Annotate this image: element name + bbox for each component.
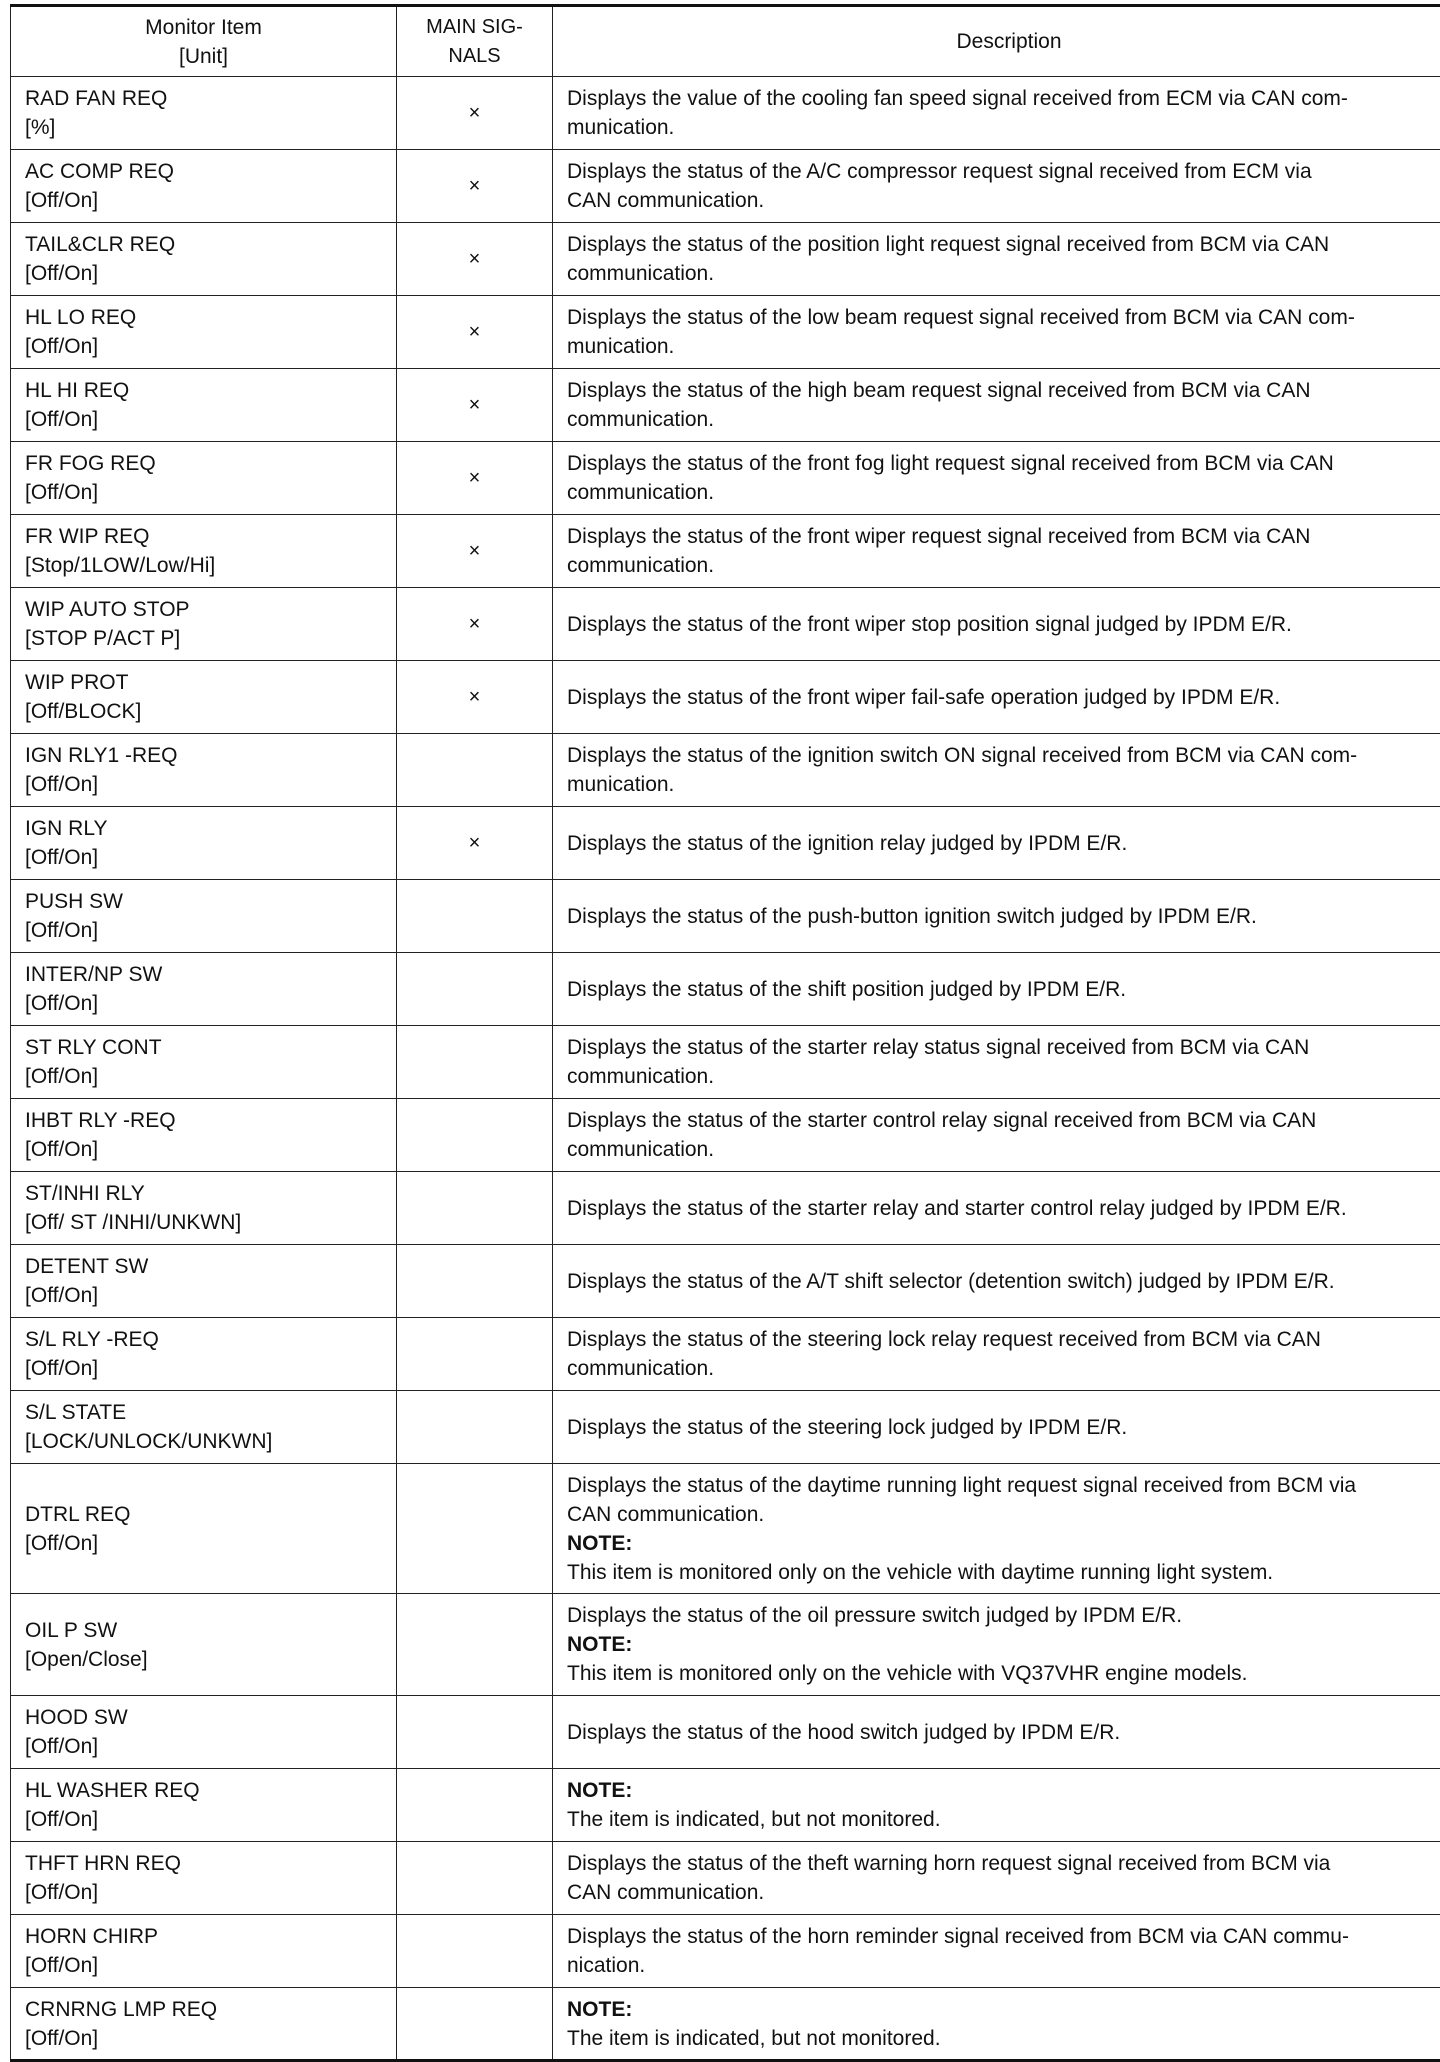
monitor-item-name: HL HI REQ [25,376,382,405]
description-cell [553,296,1440,369]
main-signal-cell [397,953,553,1026]
monitor-item-name: OIL P SW [25,1616,382,1645]
main-signal-cell [397,1391,553,1464]
note-label: NOTE: [567,1529,1440,1558]
monitor-item-cell [11,1026,397,1099]
monitor-item-cell [11,953,397,1026]
description-line: CAN communication. [567,1878,1440,1907]
description-cell [553,77,1440,150]
table-row [11,1391,1440,1464]
monitor-item-name: RAD FAN REQ [25,84,382,113]
monitor-item-unit: [Off/On] [25,1732,382,1761]
monitor-item-name: HL LO REQ [25,303,382,332]
description-cell [553,1026,1440,1099]
monitor-item-unit: [Off/On] [25,1805,382,1834]
monitor-item-unit: [Off/On] [25,1135,382,1164]
main-signal-cell [397,1245,553,1318]
monitor-item-name: HL WASHER REQ [25,1776,382,1805]
description-line: communication. [567,1354,1440,1383]
monitor-item-name: IGN RLY [25,814,382,843]
main-signal-cell [397,369,553,442]
monitor-item-cell [11,515,397,588]
monitor-item-cell [11,807,397,880]
description-line: Displays the status of the starter control relay signal received from BCM via CAN [567,1106,1440,1135]
main-signal-mark: × [469,467,481,489]
monitor-item-unit: [Off/On] [25,332,382,361]
description-line: nication. [567,1951,1440,1980]
description-line: communication. [567,478,1440,507]
description-line: Displays the status of the front wiper stop position signal judged by IPDM E/R. [567,610,1440,639]
monitor-item-unit: [Stop/1LOW/Low/Hi] [25,551,382,580]
table-row [11,953,1440,1026]
monitor-item-unit: [Off/On] [25,916,382,945]
monitor-item-name: HORN CHIRP [25,1922,382,1951]
description-line: Displays the status of the position light request signal received from BCM via CAN [567,230,1440,259]
description-cell [553,150,1440,223]
table-row [11,223,1440,296]
monitor-item-name: PUSH SW [25,887,382,916]
main-signal-cell [397,223,553,296]
description-cell [553,1099,1440,1172]
description-line: communication. [567,405,1440,434]
monitor-item-cell [11,1245,397,1318]
table-row [11,1245,1440,1318]
monitor-item-cell [11,734,397,807]
description-cell [553,223,1440,296]
main-signal-mark: × [469,613,481,635]
table-row [11,1769,1440,1842]
description-cell [553,1915,1440,1988]
monitor-item-name: WIP PROT [25,668,382,697]
description-line: communication. [567,1062,1440,1091]
description-cell [553,1988,1440,2061]
description-line: Displays the status of the theft warning horn request signal received from BCM via [567,1849,1440,1878]
main-signal-cell [397,442,553,515]
description-cell [553,369,1440,442]
main-signal-cell [397,1915,553,1988]
monitor-item-cell [11,1915,397,1988]
monitor-item-unit: [Off/On] [25,989,382,1018]
main-signal-cell [397,807,553,880]
description-line: communication. [567,259,1440,288]
main-signal-mark: × [469,686,481,708]
table-row [11,661,1440,734]
main-signal-cell [397,296,553,369]
monitor-item-name: HOOD SW [25,1703,382,1732]
main-signal-cell [397,1842,553,1915]
main-signal-cell [397,515,553,588]
description-line: munication. [567,332,1440,361]
monitor-items-table [10,4,1440,2062]
note-label: NOTE: [567,1776,1440,1805]
main-signal-cell [397,1026,553,1099]
monitor-item-unit: [Off/On] [25,1878,382,1907]
monitor-item-name: CRNRNG LMP REQ [25,1995,382,2024]
monitor-item-unit: [STOP P/ACT P] [25,624,382,653]
main-signal-cell [397,1769,553,1842]
monitor-item-cell [11,1318,397,1391]
description-cell [553,1769,1440,1842]
description-line: Displays the status of the high beam request signal received from BCM via CAN [567,376,1440,405]
main-signal-cell [397,661,553,734]
monitor-item-unit: [Off/On] [25,405,382,434]
note-text: This item is monitored only on the vehicle with VQ37VHR engine models. [567,1659,1440,1688]
table-row [11,1099,1440,1172]
description-cell [553,1594,1440,1696]
table-row [11,1594,1440,1696]
main-signal-cell [397,588,553,661]
main-signal-cell [397,1988,553,2061]
monitor-item-name: DETENT SW [25,1252,382,1281]
monitor-item-name: AC COMP REQ [25,157,382,186]
description-cell [553,1245,1440,1318]
table-row [11,77,1440,150]
header-description: Description [553,6,1440,77]
description-cell [553,1318,1440,1391]
table-row [11,1988,1440,2061]
description-line: CAN communication. [567,1500,1440,1529]
main-signal-mark: × [469,832,481,854]
monitor-item-name: ST RLY CONT [25,1033,382,1062]
description-line: Displays the status of the front wiper fail-safe operation judged by IPDM E/R. [567,683,1440,712]
description-line: CAN communication. [567,186,1440,215]
main-signal-mark: × [469,175,481,197]
header-main-signals: MAIN SIG- NALS [397,6,553,77]
main-signal-cell [397,1318,553,1391]
monitor-item-cell [11,150,397,223]
table-row [11,880,1440,953]
description-line: munication. [567,113,1440,142]
monitor-item-unit: [Off/On] [25,1354,382,1383]
monitor-item-cell [11,1172,397,1245]
description-cell [553,1696,1440,1769]
table-row [11,1464,1440,1594]
table-row [11,150,1440,223]
monitor-item-name: IHBT RLY -REQ [25,1106,382,1135]
monitor-item-name: INTER/NP SW [25,960,382,989]
description-line: Displays the status of the front fog light request signal received from BCM via CAN [567,449,1440,478]
monitor-item-unit: [Off/On] [25,770,382,799]
main-signal-mark: × [469,102,481,124]
table-row [11,515,1440,588]
monitor-item-cell [11,296,397,369]
main-signal-cell [397,1099,553,1172]
monitor-item-unit: [LOCK/UNLOCK/UNKWN] [25,1427,382,1456]
monitor-item-cell [11,1696,397,1769]
monitor-item-cell [11,1988,397,2061]
table-row [11,588,1440,661]
description-cell [553,1842,1440,1915]
monitor-item-name: IGN RLY1 -REQ [25,741,382,770]
description-cell [553,515,1440,588]
monitor-item-unit: [Off/BLOCK] [25,697,382,726]
description-line: Displays the status of the ignition relay judged by IPDM E/R. [567,829,1440,858]
description-cell [553,661,1440,734]
table-row [11,1696,1440,1769]
main-signal-mark: × [469,540,481,562]
monitor-item-cell [11,1391,397,1464]
note-label: NOTE: [567,1630,1440,1659]
monitor-item-unit: [Off/On] [25,1529,382,1558]
note-text: The item is indicated, but not monitored. [567,2024,1440,2053]
description-line: Displays the status of the hood switch judged by IPDM E/R. [567,1718,1440,1747]
table-row [11,807,1440,880]
description-line: Displays the status of the horn reminder signal received from BCM via CAN commu- [567,1922,1440,1951]
description-line: Displays the status of the oil pressure switch judged by IPDM E/R. [567,1601,1440,1630]
description-line: communication. [567,1135,1440,1164]
monitor-item-cell [11,223,397,296]
description-line: Displays the status of the starter relay status signal received from BCM via CAN [567,1033,1440,1062]
description-line: Displays the status of the A/T shift selector (detention switch) judged by IPDM E/R. [567,1267,1440,1296]
table-row [11,296,1440,369]
description-cell [553,734,1440,807]
description-cell [553,442,1440,515]
table-row [11,442,1440,515]
monitor-item-cell [11,369,397,442]
note-text: The item is indicated, but not monitored. [567,1805,1440,1834]
description-line: Displays the value of the cooling fan speed signal received from ECM via CAN com- [567,84,1440,113]
monitor-item-unit: [Off/On] [25,1951,382,1980]
description-cell [553,807,1440,880]
note-text: This item is monitored only on the vehicle with daytime running light system. [567,1558,1440,1587]
table-row [11,1915,1440,1988]
note-label: NOTE: [567,1995,1440,2024]
description-line: communication. [567,551,1440,580]
table-row [11,369,1440,442]
description-cell [553,1464,1440,1594]
description-line: Displays the status of the low beam request signal received from BCM via CAN com- [567,303,1440,332]
table-row [11,1172,1440,1245]
monitor-item-name: TAIL&CLR REQ [25,230,382,259]
table-row [11,1026,1440,1099]
monitor-item-unit: [Open/Close] [25,1645,382,1674]
description-line: Displays the status of the ignition switch ON signal received from BCM via CAN com- [567,741,1440,770]
main-signal-cell [397,1696,553,1769]
table-row [11,1318,1440,1391]
main-signal-cell [397,880,553,953]
monitor-item-unit: [%] [25,113,382,142]
description-line: Displays the status of the shift position judged by IPDM E/R. [567,975,1440,1004]
monitor-item-unit: [Off/On] [25,843,382,872]
monitor-item-unit: [Off/ ST /INHI/UNKWN] [25,1208,382,1237]
description-line: Displays the status of the A/C compressor request signal received from ECM via [567,157,1440,186]
monitor-item-name: THFT HRN REQ [25,1849,382,1878]
description-line: Displays the status of the daytime running light request signal received from BCM via [567,1471,1440,1500]
header-monitor-item: Monitor Item [Unit] [11,6,397,77]
description-cell [553,588,1440,661]
monitor-item-cell [11,588,397,661]
description-line: Displays the status of the starter relay and starter control relay judged by IPDM E/R. [567,1194,1440,1223]
monitor-item-cell [11,1594,397,1696]
monitor-item-cell [11,1464,397,1594]
description-cell [553,880,1440,953]
table-row [11,1842,1440,1915]
monitor-item-unit: [Off/On] [25,259,382,288]
monitor-item-name: DTRL REQ [25,1500,382,1529]
monitor-item-unit: [Off/On] [25,478,382,507]
description-line: Displays the status of the steering lock judged by IPDM E/R. [567,1413,1440,1442]
main-signal-cell [397,1464,553,1594]
main-signal-cell [397,150,553,223]
description-line: Displays the status of the steering lock relay request received from BCM via CAN [567,1325,1440,1354]
main-signal-cell [397,1172,553,1245]
description-cell [553,953,1440,1026]
description-cell [553,1391,1440,1464]
monitor-item-name: WIP AUTO STOP [25,595,382,624]
main-signal-mark: × [469,321,481,343]
monitor-item-name: FR WIP REQ [25,522,382,551]
monitor-item-unit: [Off/On] [25,1062,382,1091]
monitor-item-unit: [Off/On] [25,1281,382,1310]
table-header-row [11,6,1440,77]
monitor-item-cell [11,1842,397,1915]
monitor-item-cell [11,880,397,953]
description-line: Displays the status of the front wiper request signal received from BCM via CAN [567,522,1440,551]
table-body [11,77,1440,2061]
description-line: Displays the status of the push-button ignition switch judged by IPDM E/R. [567,902,1440,931]
main-signal-cell [397,734,553,807]
main-signal-cell [397,1594,553,1696]
monitor-item-name: S/L RLY -REQ [25,1325,382,1354]
monitor-item-cell [11,77,397,150]
main-signal-mark: × [469,248,481,270]
monitor-item-cell [11,661,397,734]
main-signal-mark: × [469,394,481,416]
monitor-item-name: ST/INHI RLY [25,1179,382,1208]
monitor-item-cell [11,1769,397,1842]
monitor-item-name: S/L STATE [25,1398,382,1427]
main-signal-cell [397,77,553,150]
monitor-item-unit: [Off/On] [25,2024,382,2053]
description-line: munication. [567,770,1440,799]
monitor-item-cell [11,1099,397,1172]
monitor-item-unit: [Off/On] [25,186,382,215]
monitor-item-cell [11,442,397,515]
monitor-item-name: FR FOG REQ [25,449,382,478]
table-row [11,734,1440,807]
description-cell [553,1172,1440,1245]
